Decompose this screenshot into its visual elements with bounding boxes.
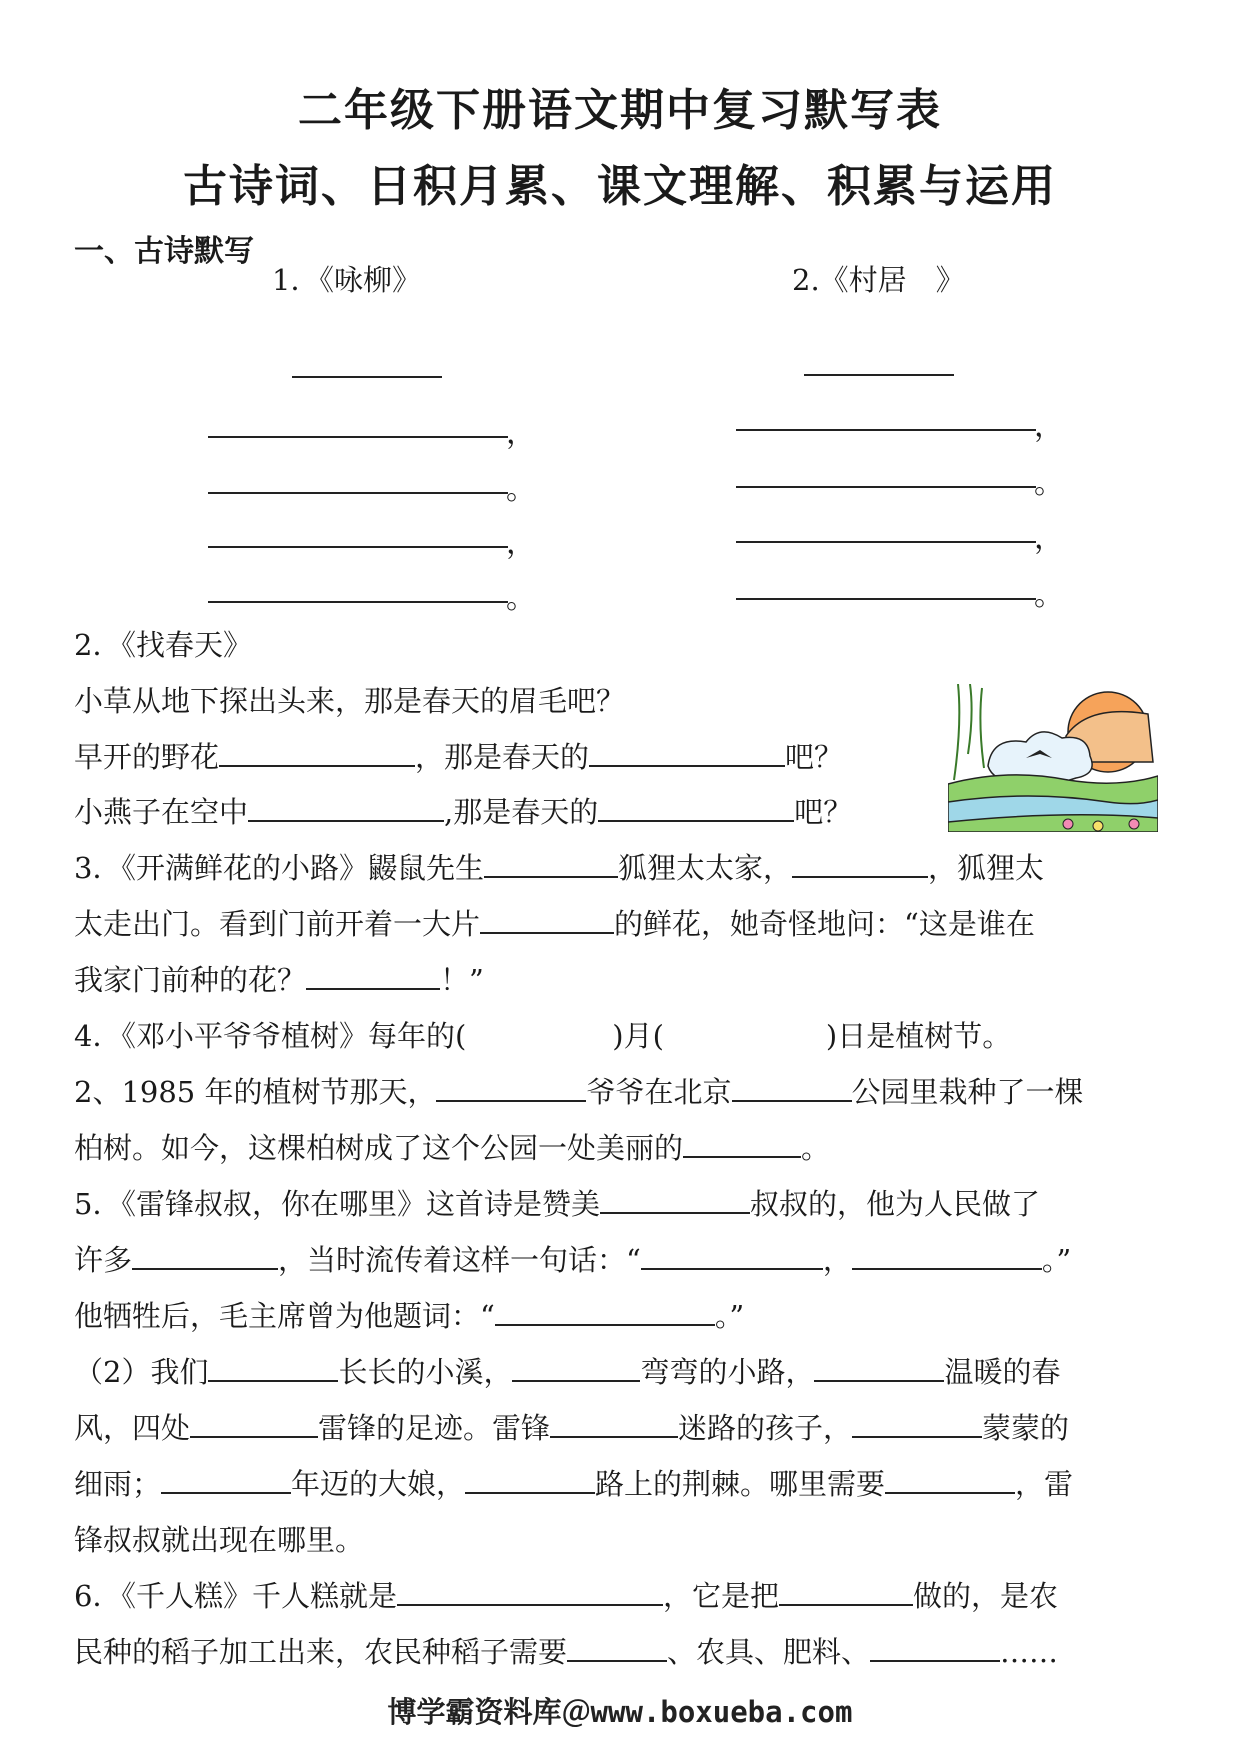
blank[interactable]	[732, 1074, 852, 1102]
q6-line2: 民种的稻子加工出来，农民种稻子需要 、农具、肥料、 ……	[74, 1635, 1059, 1669]
blank[interactable]	[512, 1354, 640, 1382]
poem2-title: 2.《村居 》	[792, 263, 965, 297]
poem1-punct: 。	[506, 581, 536, 616]
q2-title: 2．《找春天》	[74, 628, 252, 662]
q2-line1: 小草从地下探出头来，那是春天的眉毛吧？	[74, 684, 626, 718]
poem2-punct: ，	[1034, 409, 1064, 444]
blank[interactable]	[814, 1354, 944, 1382]
blank[interactable]	[779, 1578, 913, 1606]
section-heading-poetry: 一、古诗默写	[74, 234, 254, 269]
poem2-punct: 。	[1034, 466, 1064, 501]
q3-line2: 太走出门。看到门前开着一大片 的鲜花，她奇怪地问：“这是谁在	[74, 907, 1035, 941]
q4-line2: 2、1985 年的植树节那天， 爷爷在北京 公园里栽种了一棵	[74, 1075, 1084, 1109]
footer-watermark: 博学霸资料库＠www.boxueba.com	[387, 1695, 853, 1729]
blank[interactable]	[436, 1074, 586, 1102]
poem2-line-blank[interactable]	[736, 486, 1036, 488]
blank[interactable]	[598, 794, 794, 822]
blank[interactable]	[589, 739, 785, 767]
blank[interactable]	[495, 1298, 715, 1326]
q5-line6: 细雨； 年迈的大娘， 路上的荆棘。哪里需要 ，雷	[74, 1467, 1074, 1501]
blank[interactable]	[567, 1634, 667, 1662]
q2-line3: 小燕子在空中 ,那是春天的 吧？	[74, 795, 853, 829]
poem1-punct: ，	[506, 526, 536, 561]
poem1-punct: 。	[506, 472, 536, 507]
q4-line1: 4．《邓小平爷爷植树》每年的( )月( )日是植树节。	[74, 1019, 1012, 1053]
poem2-line-blank[interactable]	[736, 541, 1036, 543]
page-subtitle: 古诗词、日积月累、课文理解、积累与运用	[183, 161, 1057, 212]
blank[interactable]	[397, 1578, 663, 1606]
blank[interactable]	[852, 1242, 1042, 1270]
q5-line3: 他牺牲后，毛主席曾为他题词：“ 。”	[74, 1299, 745, 1333]
blank[interactable]	[683, 1130, 801, 1158]
blank[interactable]	[248, 794, 444, 822]
q3-line1: 3．《开满鲜花的小路》鼹鼠先生 狐狸太太家， ，狐狸太	[74, 851, 1044, 885]
poem1-line-blank[interactable]	[208, 601, 508, 603]
q5-line1: 5．《雷锋叔叔，你在哪里》这首诗是赞美 叔叔的，他为人民做了	[74, 1187, 1040, 1221]
poem2-author-blank[interactable]	[804, 374, 954, 376]
q5-line4: （2）我们 长长的小溪， 弯弯的小路， 温暖的春	[74, 1355, 1061, 1389]
q5-line2: 许多 ，当时流传着这样一句话：“ ， 。”	[74, 1243, 1072, 1277]
poem1-title: 1．《咏柳》	[272, 263, 421, 297]
q5-line7: 锋叔叔就出现在哪里。	[74, 1523, 365, 1557]
poem1-line-blank[interactable]	[208, 492, 508, 494]
blank[interactable]	[190, 1410, 318, 1438]
blank[interactable]	[132, 1242, 278, 1270]
blank[interactable]	[600, 1186, 750, 1214]
poem2-punct: 。	[1034, 578, 1064, 613]
blank[interactable]	[465, 1466, 595, 1494]
spring-illustration	[948, 684, 1158, 832]
blank[interactable]	[208, 1354, 338, 1382]
blank[interactable]	[550, 1410, 678, 1438]
q4-line3: 柏树。如今，这棵柏树成了这个公园一处美丽的 。	[74, 1131, 831, 1165]
q3-line3: 我家门前种的花？ ！”	[74, 963, 484, 997]
poem1-author-blank[interactable]	[292, 376, 442, 378]
q6-line1: 6．《千人糕》千人糕就是 ，它是把 做的，是农	[74, 1579, 1058, 1613]
blank[interactable]	[480, 906, 614, 934]
blank[interactable]	[484, 850, 618, 878]
blank[interactable]	[641, 1242, 823, 1270]
poem2-line-blank[interactable]	[736, 429, 1036, 431]
poem2-punct: ，	[1034, 521, 1064, 556]
blank[interactable]	[852, 1410, 982, 1438]
poem1-line-blank[interactable]	[208, 436, 508, 438]
blank[interactable]	[792, 850, 928, 878]
page-title: 二年级下册语文期中复习默写表	[298, 85, 942, 136]
blank[interactable]	[161, 1466, 291, 1494]
q2-line2: 早开的野花 ，那是春天的 吧？	[74, 740, 844, 774]
blank[interactable]	[219, 739, 415, 767]
poem1-line-blank[interactable]	[208, 546, 508, 548]
blank[interactable]	[885, 1466, 1015, 1494]
poem2-line-blank[interactable]	[736, 598, 1036, 600]
blank[interactable]	[870, 1634, 1000, 1662]
poem1-punct: ，	[506, 416, 536, 451]
q5-line5: 风，四处 雷锋的足迹。雷锋 迷路的孩子， 蒙蒙的	[74, 1411, 1070, 1445]
blank[interactable]	[306, 962, 440, 990]
